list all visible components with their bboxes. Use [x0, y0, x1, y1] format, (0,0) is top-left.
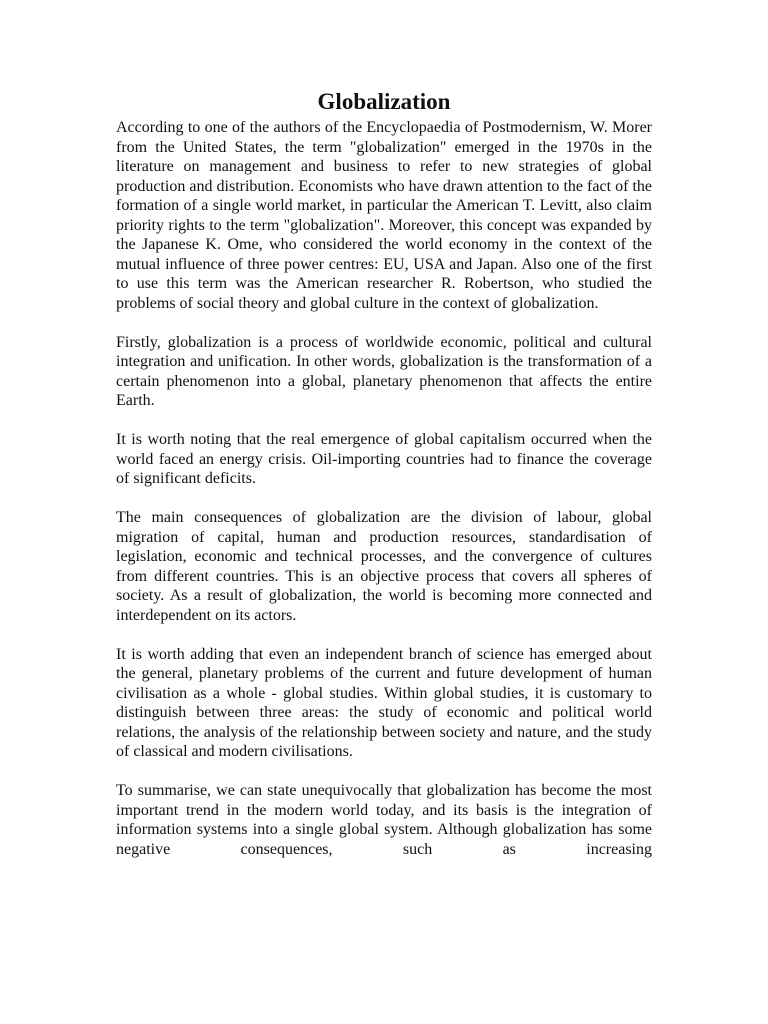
paragraph-origins-of-term: According to one of the authors of the Encyclopaedia of Postmodernism, W. Morer from the United States, the term "globalization" emerged in the 1970s in the literature on management and business to refer to new strategies of global production and distribution. Economists who have drawn attention to the fact of the formation of a single world market, in particular the American T. Levitt, also claim priority rights to the term "globalization". Moreover, this concept was expanded by the Japanese K. Ome, who considered the world economy in the context of the mutual influence of three power centres: EU, USA and Japan. Also one of the first to use this term was the American researcher R. Robertson, who studied the problems of social theory and global culture in the context of globalization. — [116, 119, 652, 312]
paragraph-definition: Firstly, globalization is a process of worldwide economic, political and cultural integration and unification. In other words, globalization is the transformation of a certain phenomenon into a global, planetary phenomenon that affects the entire Earth. — [116, 333, 652, 409]
document-body — [116, 88, 652, 859]
paragraph-global-studies: It is worth adding that even an independent branch of science has emerged about the general, planetary problems of the current and future development of human civilisation as a whole - global studies. Within global studies, it is customary to distinguish between three areas: the study of economic and political world relations, the analysis of the relationship between society and nature, and the study of classical and modern civilisations. — [116, 645, 652, 760]
document-title: Globalization — [317, 89, 451, 114]
paragraph-summary: To summarise, we can state unequivocally that globalization has become the most important trend in the modern world today, and its basis is the integration of information systems into a single global system. Although globalization has some negative consequences, such as increasing — [116, 782, 652, 858]
paragraph-consequences: The main consequences of globalization are the division of labour, global migration of capital, human and production resources, standardisation of legislation, economic and technical processes, and the convergence of cultures from different countries. This is an objective process that covers all spheres of society. As a result of globalization, the world is becoming more connected and interdependent on its actors. — [116, 509, 652, 624]
paragraph-global-capitalism: It is worth noting that the real emergence of global capitalism occurred when the world faced an energy crisis. Oil-importing countries had to finance the coverage of significant deficits. — [116, 431, 652, 487]
